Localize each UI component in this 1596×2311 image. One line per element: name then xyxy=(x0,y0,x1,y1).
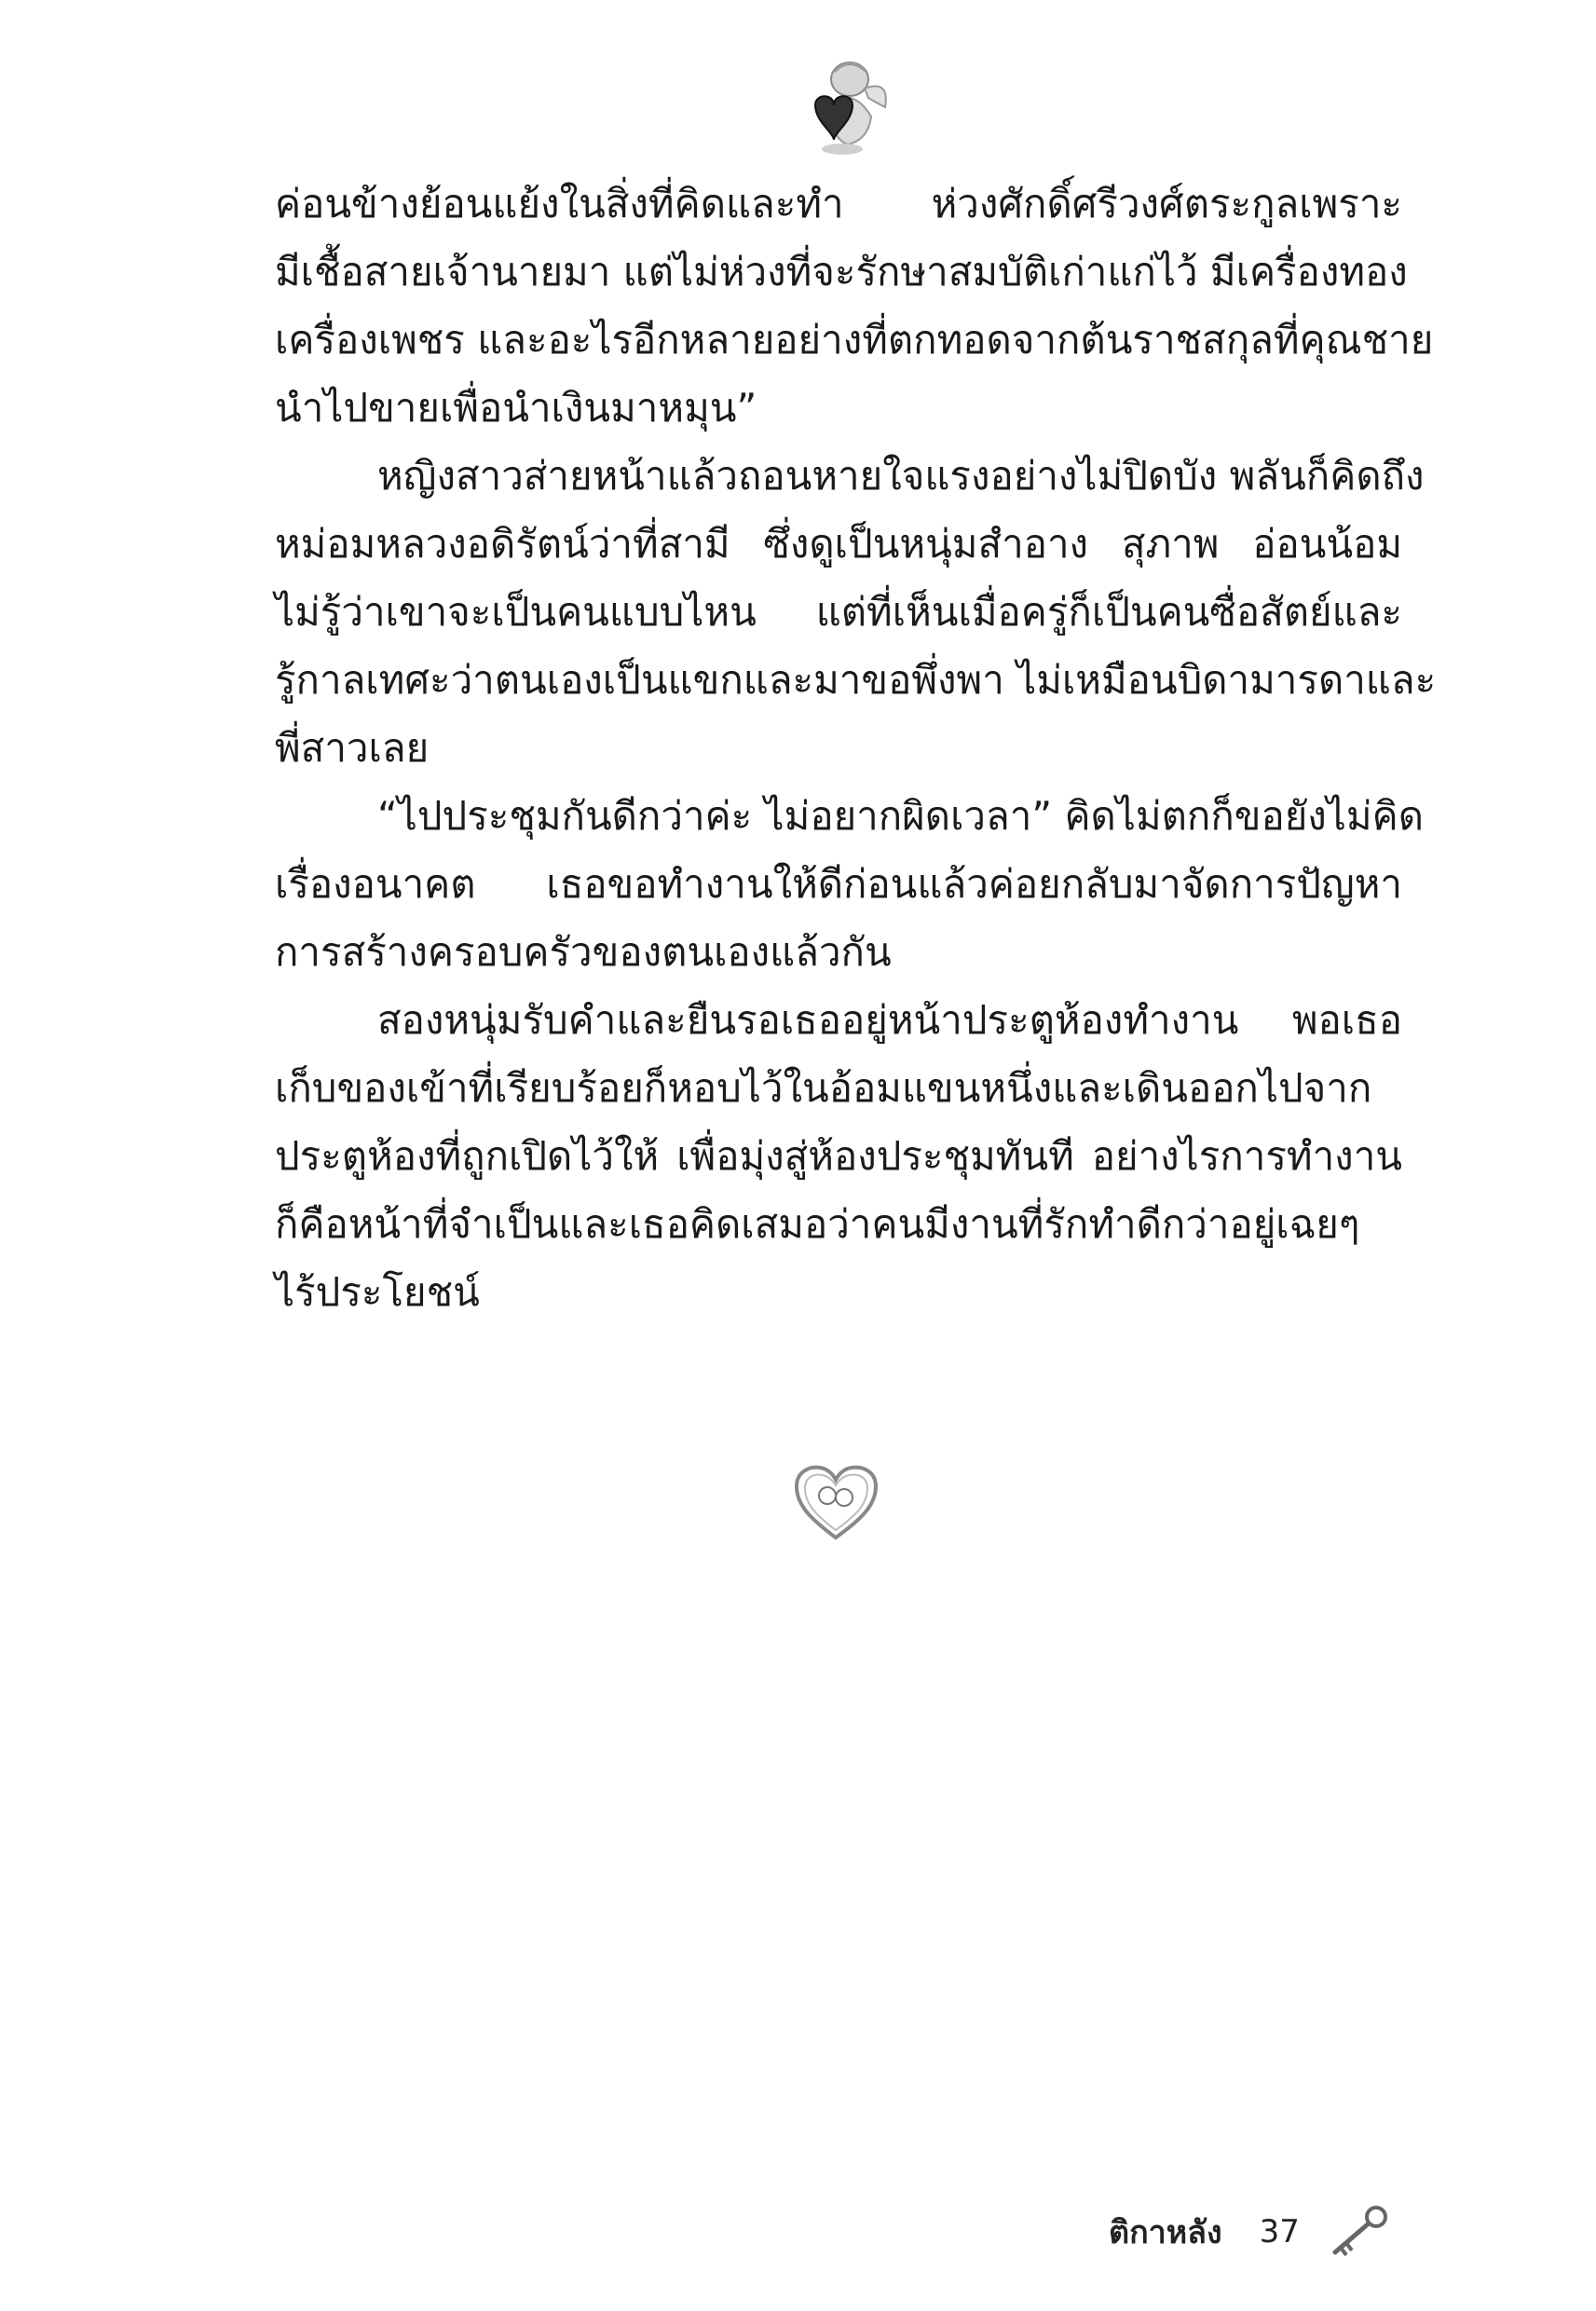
text-line: เก็บของเข้าที่เรียบร้อยก็หอบไว้ในอ้อมแขนหนึ่งและเดินออกไปจาก xyxy=(275,1065,1372,1111)
paragraph-4 xyxy=(275,986,1402,1326)
text-line: มีเชื้อสายเจ้านายมา แต่ไม่ห่วงที่จะรักษาสมบัติเก่าแก่ไว้ มีเครื่องทอง xyxy=(275,249,1408,294)
page-footer xyxy=(1109,2204,1393,2260)
text-line: พี่สาวเลย xyxy=(275,725,430,771)
paragraph-3 xyxy=(275,782,1424,986)
text-line: การสร้างครอบครัวของตนเองแล้วกัน xyxy=(275,929,892,975)
text-line: หม่อมหลวงอดิรัตน์ว่าที่สามี ซึ่งดูเป็นหนุ่มสำอาง สุภาพ อ่อนน้อม xyxy=(275,521,1402,567)
text-line: ไม่รู้ว่าเขาจะเป็นคนแบบไหน แต่ที่เห็นเมื่อครู่ก็เป็นคนซื่อสัตย์และ xyxy=(275,589,1402,635)
text-line: ไร้ประโยชน์ xyxy=(275,1269,480,1315)
cupid-with-heart-icon xyxy=(783,51,894,158)
text-line: ค่อนข้างย้อนแย้งในสิ่งที่คิดและทำ ห่วงศักดิ์ศรีวงศ์ตระกูลเพราะ xyxy=(275,181,1402,226)
text-line: หญิงสาวส่ายหน้าแล้วถอนหายใจแรงอย่างไม่ปิดบัง พลันก็คิดถึง xyxy=(377,453,1425,499)
text-line: “ไปประชุมกันดีกว่าค่ะ ไม่อยากผิดเวลา” คิดไม่ตกก็ขอยังไม่คิด xyxy=(377,793,1424,839)
text-line: ประตูห้องที่ถูกเปิดไว้ให้ เพื่อมุ่งสู่ห้องประชุมทันที อย่างไรการทำงาน xyxy=(275,1133,1402,1179)
book-title: ติกาหลัง xyxy=(1109,2214,1222,2251)
heart-couple-icon xyxy=(792,1463,880,1542)
text-line: เครื่องเพชร และอะไรอีกหลายอย่างที่ตกทอดจากต้นราชสกุลที่คุณชาย xyxy=(275,317,1434,362)
paragraph-1 xyxy=(275,170,1434,442)
text-line: ก็คือหน้าที่จำเป็นและเธอคิดเสมอว่าคนมีงานที่รักทำดีกว่าอยู่เฉยๆ xyxy=(275,1201,1360,1247)
body-text xyxy=(275,170,1437,1326)
paragraph-2 xyxy=(275,442,1437,782)
key-icon xyxy=(1328,2204,1393,2260)
text-line: รู้กาลเทศะว่าตนเองเป็นแขกและมาขอพึ่งพา ไม่เหมือนบิดามารดาและ xyxy=(275,657,1437,703)
page-number: 37 xyxy=(1259,2213,1300,2250)
text-line: นำไปขายเพื่อนำเงินมาหมุน” xyxy=(275,385,757,431)
text-line: เรื่องอนาคต เธอขอทำงานให้ดีก่อนแล้วค่อยกลับมาจัดการปัญหา xyxy=(275,861,1402,907)
text-line: สองหนุ่มรับคำและยืนรอเธออยู่หน้าประตูห้องทำงาน พอเธอ xyxy=(377,997,1402,1043)
